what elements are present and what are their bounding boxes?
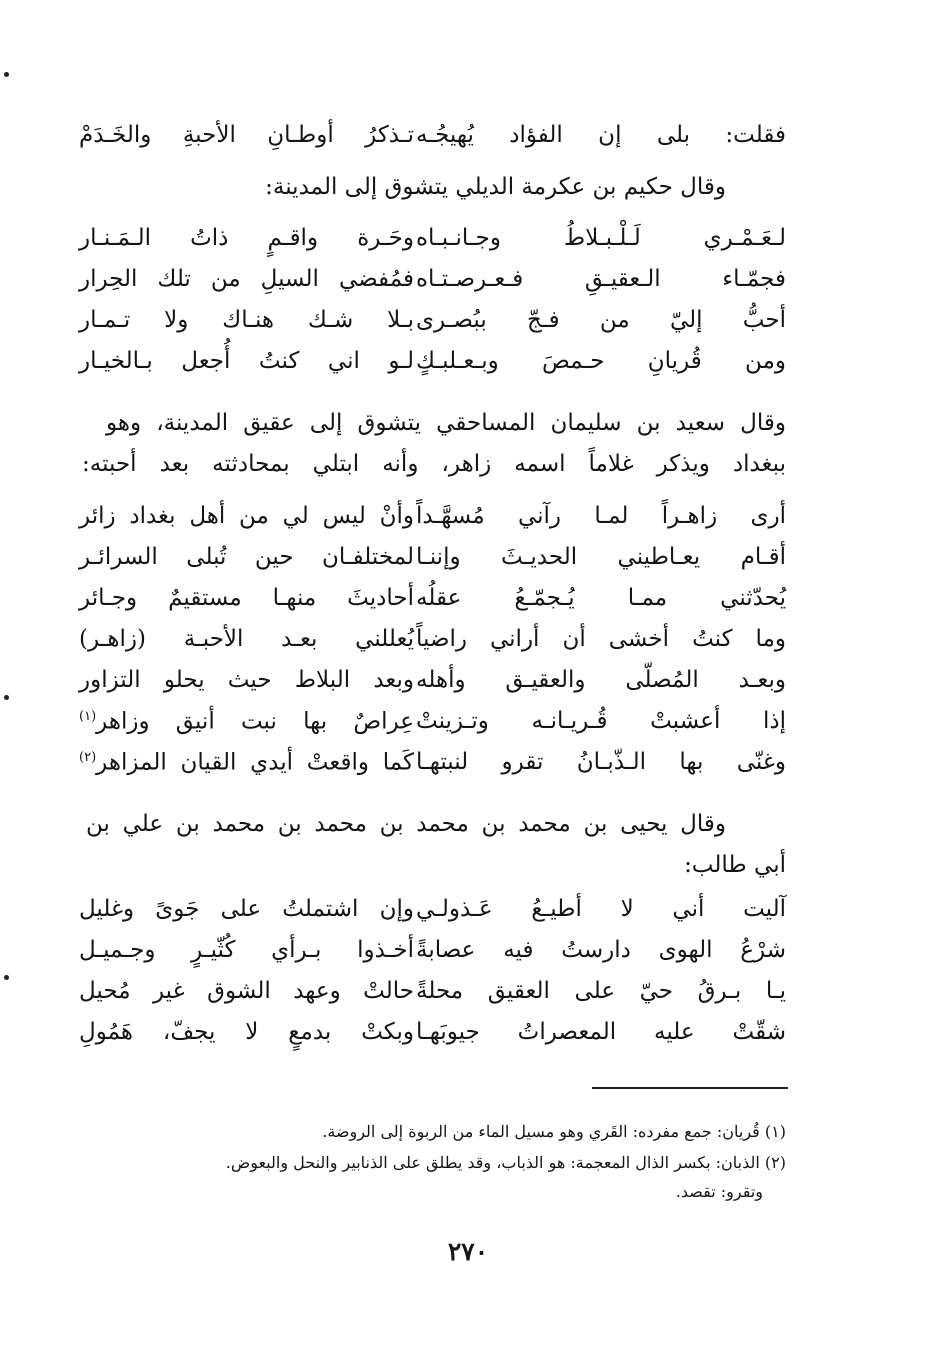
verse-right-half: يـا بـرقُ حيّ على العقيق محلةً — [416, 978, 786, 1004]
margin-mark — [4, 695, 9, 700]
footnote-1: (١) قُريان: جمع مفرده: القَري وهو مسيل الماء من الربوة إلى الروضة. — [322, 1122, 786, 1141]
verse-right-half: آليت أني لا أطيـعُ عَـذولـي — [416, 896, 786, 922]
footnote-ref: (٢) — [79, 750, 97, 765]
verse-right-half: شقّتْ عليه المعصراتُ جيوبَهـا — [416, 1019, 786, 1045]
verse-right-half: شرْعُ الهوى دارستُ فيه عصابةً — [416, 937, 786, 963]
footnote-divider — [592, 1087, 788, 1089]
verse-right-half: أحبُّ إليّ من فـجّ ببُصـرى — [416, 307, 786, 333]
verse-text: كَما واقعتْ أيدي القيان المزاهر — [96, 749, 414, 776]
verse-text: عِراصٌ بها نبت أنيق وزاهر — [96, 708, 414, 735]
intro-yahya-line1: وقال يحيى بن محمد بن محمد بن محمد بن محمد بن علي بن — [86, 811, 726, 837]
intro-saeed-line1: وقال سعيد بن سليمان المساحقي يتشوق إلى عقيق المدينة، وهو — [106, 410, 786, 436]
margin-mark — [4, 975, 9, 980]
footnote-ref: (١) — [79, 709, 97, 724]
verse-left-half: تـذكرُ أوطـانِ الأحبةِ والخَـدَمْ — [79, 122, 414, 148]
footnote-2-continuation: وتقرو: تقصد. — [675, 1182, 763, 1201]
verse-left-half: وأنْ ليس لي من أهل بغداد زائر — [79, 503, 414, 529]
page-number: ٢٧٠ — [447, 1237, 489, 1266]
verse-left-half: لـو اني كنتُ أُجعل بـالخيـار — [79, 348, 414, 374]
verse-left-half: لمختلفـان حين تُبلى السرائـر — [79, 544, 414, 570]
footnote-2: (٢) الذبان: بكسر الذال المعجمة: هو الذباب، وقد يطلق على الذنابير والنحل والبعوض. — [225, 1153, 786, 1172]
verse-left-half: حالتْ وعهد الشوق غير مُحيل — [79, 978, 414, 1004]
verse-right-half: ومن قُريانِ حـمصَ وبـعـلبـكٍ — [416, 348, 786, 374]
verse-right-half: فجمّـاء الـعقيـقِ فـعـرصـتـاه — [416, 266, 786, 292]
verse-left-half: يُعللني بعـد الأحبـة (زاهـر) — [79, 626, 414, 652]
intro-saeed-line2: ببغداد ويذكر غلاماً اسمه زاهر، وأنه ابتلي بمحادثته بعد أحبته: — [82, 451, 786, 477]
verse-right-half: وما كنتُ أخشى أن أراني راضياً — [416, 626, 786, 652]
verse-left-half: وبعد البلاط حيث يحلو التزاور — [79, 667, 414, 693]
verse-right-half: وبعـد المُصلّى والعقيـق وأهله — [416, 667, 786, 693]
verse-left-half: أحاديثَ منهـا مستقيمٌ وجـائر — [79, 585, 414, 611]
verse-right-half: أقـام يعـاطيني الحديـثَ وإننـا — [416, 544, 786, 570]
verse-left-half: وحَـرة واقـمٍ ذاتُ الـمَـنـار — [79, 225, 414, 251]
intro-hakim: وقال حكيم بن عكرمة الديلي يتشوق إلى المدينة: — [265, 174, 726, 200]
verse-left-half: بـلا شـك هنـاك ولا تـمـار — [79, 307, 414, 333]
margin-mark — [4, 72, 9, 77]
verse-right-half: إذا أعشبتْ قُـريـانـه وتـزينتْ — [416, 708, 786, 734]
verse-right-half: يُحدّثني ممـا يُـجمّـعُ عقلُه — [416, 585, 786, 611]
verse-left-half: فمُفضي السيلِ من تلك الحِرار — [79, 266, 414, 292]
intro-yahya-line2: أبي طالب: — [684, 852, 786, 878]
verse-left-half: وبكتْ بدمعٍ لا يجفّ، هَمُولِ — [79, 1019, 414, 1045]
verse-right-half: لـعَـمْـري لَـلْـبـلاطُ وجـانـبـاه — [416, 225, 786, 251]
verse-right-half: فقلت: بلى إن الفؤاد يُهيجُـه — [416, 122, 786, 148]
verse-left-half — [79, 710, 414, 734]
verse-right-half: أرى زاهـراً لمـا رآني مُسهَّـداً — [416, 503, 786, 529]
verse-left-half — [79, 751, 414, 775]
verse-left-half: وإن اشتملتُ على جَوىً وغليل — [79, 896, 414, 922]
verse-left-half: أخـذوا بـرأي كُثّيـرٍ وجـميـل — [79, 937, 414, 963]
verse-right-half: وغنّى بها الـذّبـانُ تقرو لنبتهـا — [416, 749, 786, 775]
